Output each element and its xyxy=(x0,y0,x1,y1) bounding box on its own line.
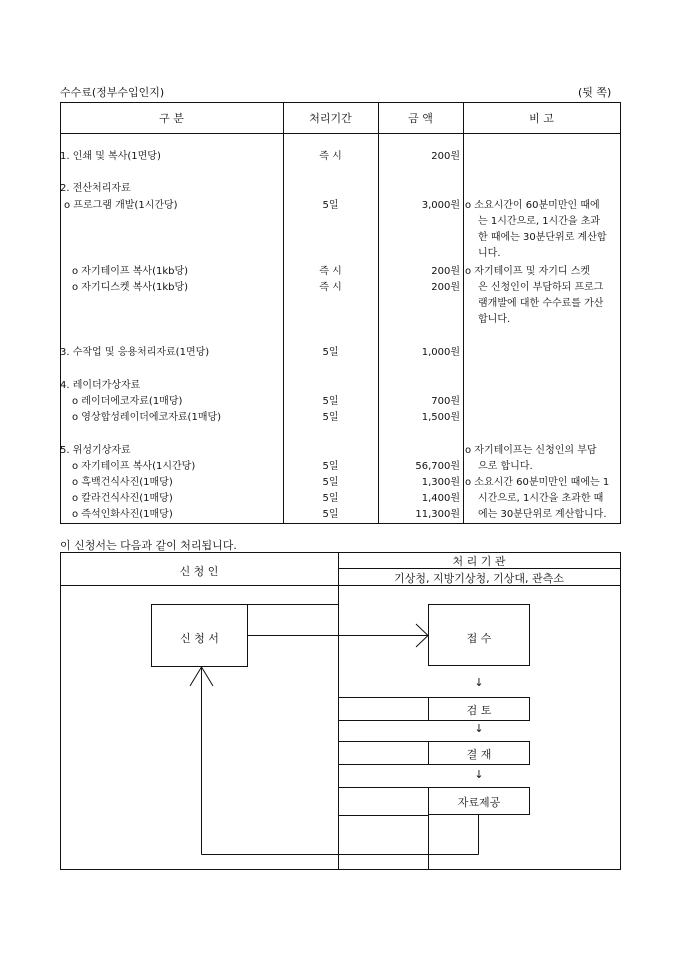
agency-header: 처 리 기 관 xyxy=(452,555,506,568)
fee-row-label: o 즉석인화사진(1매당) xyxy=(72,509,173,520)
fee-row-label: 3. 수작업 및 응용처리자료(1면당) xyxy=(60,347,210,358)
note-line: 합니다. xyxy=(478,314,511,325)
fee-row-label: 4. 레이더가상자료 xyxy=(60,380,141,391)
fee-row-amount: 200원 xyxy=(431,151,460,162)
note-line: o 소요시간 60분미만인 때에는 1 xyxy=(465,477,610,488)
fee-row-label: o 자기테이프 복사(1시간당) xyxy=(72,461,196,472)
provision-box-label: 자료제공 xyxy=(457,796,501,809)
fee-row-amount: 1,400원 xyxy=(421,493,460,504)
fee-row-period: 5일 xyxy=(322,396,339,407)
fee-row-amount: 200원 xyxy=(431,266,460,277)
fee-row-amount: 1,500원 xyxy=(421,412,460,423)
arrow-down-icon: ↓ xyxy=(474,722,484,735)
fee-row-period: 5일 xyxy=(322,477,339,488)
fee-row-period: 5일 xyxy=(322,509,339,520)
fee-row-period: 5일 xyxy=(322,461,339,472)
note-line: o 자기테이프는 신청인의 부담 xyxy=(465,445,597,456)
fee-row-amount: 1,000원 xyxy=(421,347,460,358)
fee-title: 수수료(정부수입인지) xyxy=(60,86,165,99)
fee-row-label: 5. 위성기상자료 xyxy=(60,445,131,456)
approval-box-label: 결 재 xyxy=(466,748,492,761)
arrow-down-icon: ↓ xyxy=(474,676,484,689)
header-amount: 금 액 xyxy=(408,112,433,125)
fee-row-label: o 영상합성레이더에코자료(1매당) xyxy=(72,412,222,423)
fee-row-amount: 200원 xyxy=(431,282,460,293)
note-line: 는 1시간으로, 1시간을 초과 xyxy=(478,216,601,227)
applicant-header: 신 청 인 xyxy=(179,565,219,578)
note-line: 에는 30분단위로 계산합니다. xyxy=(478,509,607,520)
header-category: 구 분 xyxy=(159,112,184,125)
fee-row-label: o 프로그램 개발(1시간당) xyxy=(64,200,178,211)
note-line: 램개발에 대한 수수료를 가산 xyxy=(478,298,604,309)
fee-row-period: 5일 xyxy=(322,347,339,358)
fee-row-period: 즉 시 xyxy=(319,282,342,293)
fee-row-label: 2. 전산처리자료 xyxy=(60,183,131,194)
receipt-box-label: 접 수 xyxy=(466,632,492,645)
note-line: 한 때에는 30분단위로 계산합 xyxy=(478,232,607,243)
agency-names: 기상청, 지방기상청, 기상대, 관측소 xyxy=(394,572,564,585)
header-period: 처리기간 xyxy=(309,112,352,125)
fee-row-period: 5일 xyxy=(322,412,339,423)
header-note: 비 고 xyxy=(529,112,554,125)
fee-row-label: o 자기테이프 복사(1kb당) xyxy=(72,266,189,277)
note-line: 니다. xyxy=(478,248,501,259)
fee-row-label: 1. 인쇄 및 복사(1면당) xyxy=(60,151,161,162)
fee-row-amount: 56,700원 xyxy=(415,461,460,472)
fee-row-amount: 3,000원 xyxy=(421,200,460,211)
fee-row-label: o 흑백건식사진(1매당) xyxy=(72,477,173,488)
fee-row-label: o 칼라건식사진(1매당) xyxy=(72,493,173,504)
fee-row-period: 즉 시 xyxy=(319,151,342,162)
fee-row-label: o 레이더에코자료(1매당) xyxy=(72,396,183,407)
arrow-down-icon: ↓ xyxy=(474,768,484,781)
fee-row-amount: 1,300원 xyxy=(421,477,460,488)
note-line: o 자기테이프 및 자기디 스켓 xyxy=(465,266,591,277)
review-box-label: 검 토 xyxy=(466,704,492,717)
fee-row-period: 5일 xyxy=(322,493,339,504)
note-line: 은 신청인이 부담하되 프로그 xyxy=(478,282,604,293)
application-box-label: 신 청 서 xyxy=(180,632,219,645)
fee-row-period: 즉 시 xyxy=(319,266,342,277)
flow-intro: 이 신청서는 다음과 같이 처리됩니다. xyxy=(60,539,237,552)
fee-row-amount: 11,300원 xyxy=(415,509,460,520)
fee-row-period: 5일 xyxy=(322,200,339,211)
note-line: 으로 합니다. xyxy=(478,461,533,472)
page-side-label: (뒷 쪽) xyxy=(578,86,612,99)
note-line: 시간으로, 1시간을 초과한 때 xyxy=(478,493,604,504)
fee-row-amount: 700원 xyxy=(431,396,460,407)
fee-row-label: o 자기디스켓 복사(1kb당) xyxy=(72,282,189,293)
note-line: o 소요시간이 60분미만인 때에 xyxy=(465,200,600,211)
